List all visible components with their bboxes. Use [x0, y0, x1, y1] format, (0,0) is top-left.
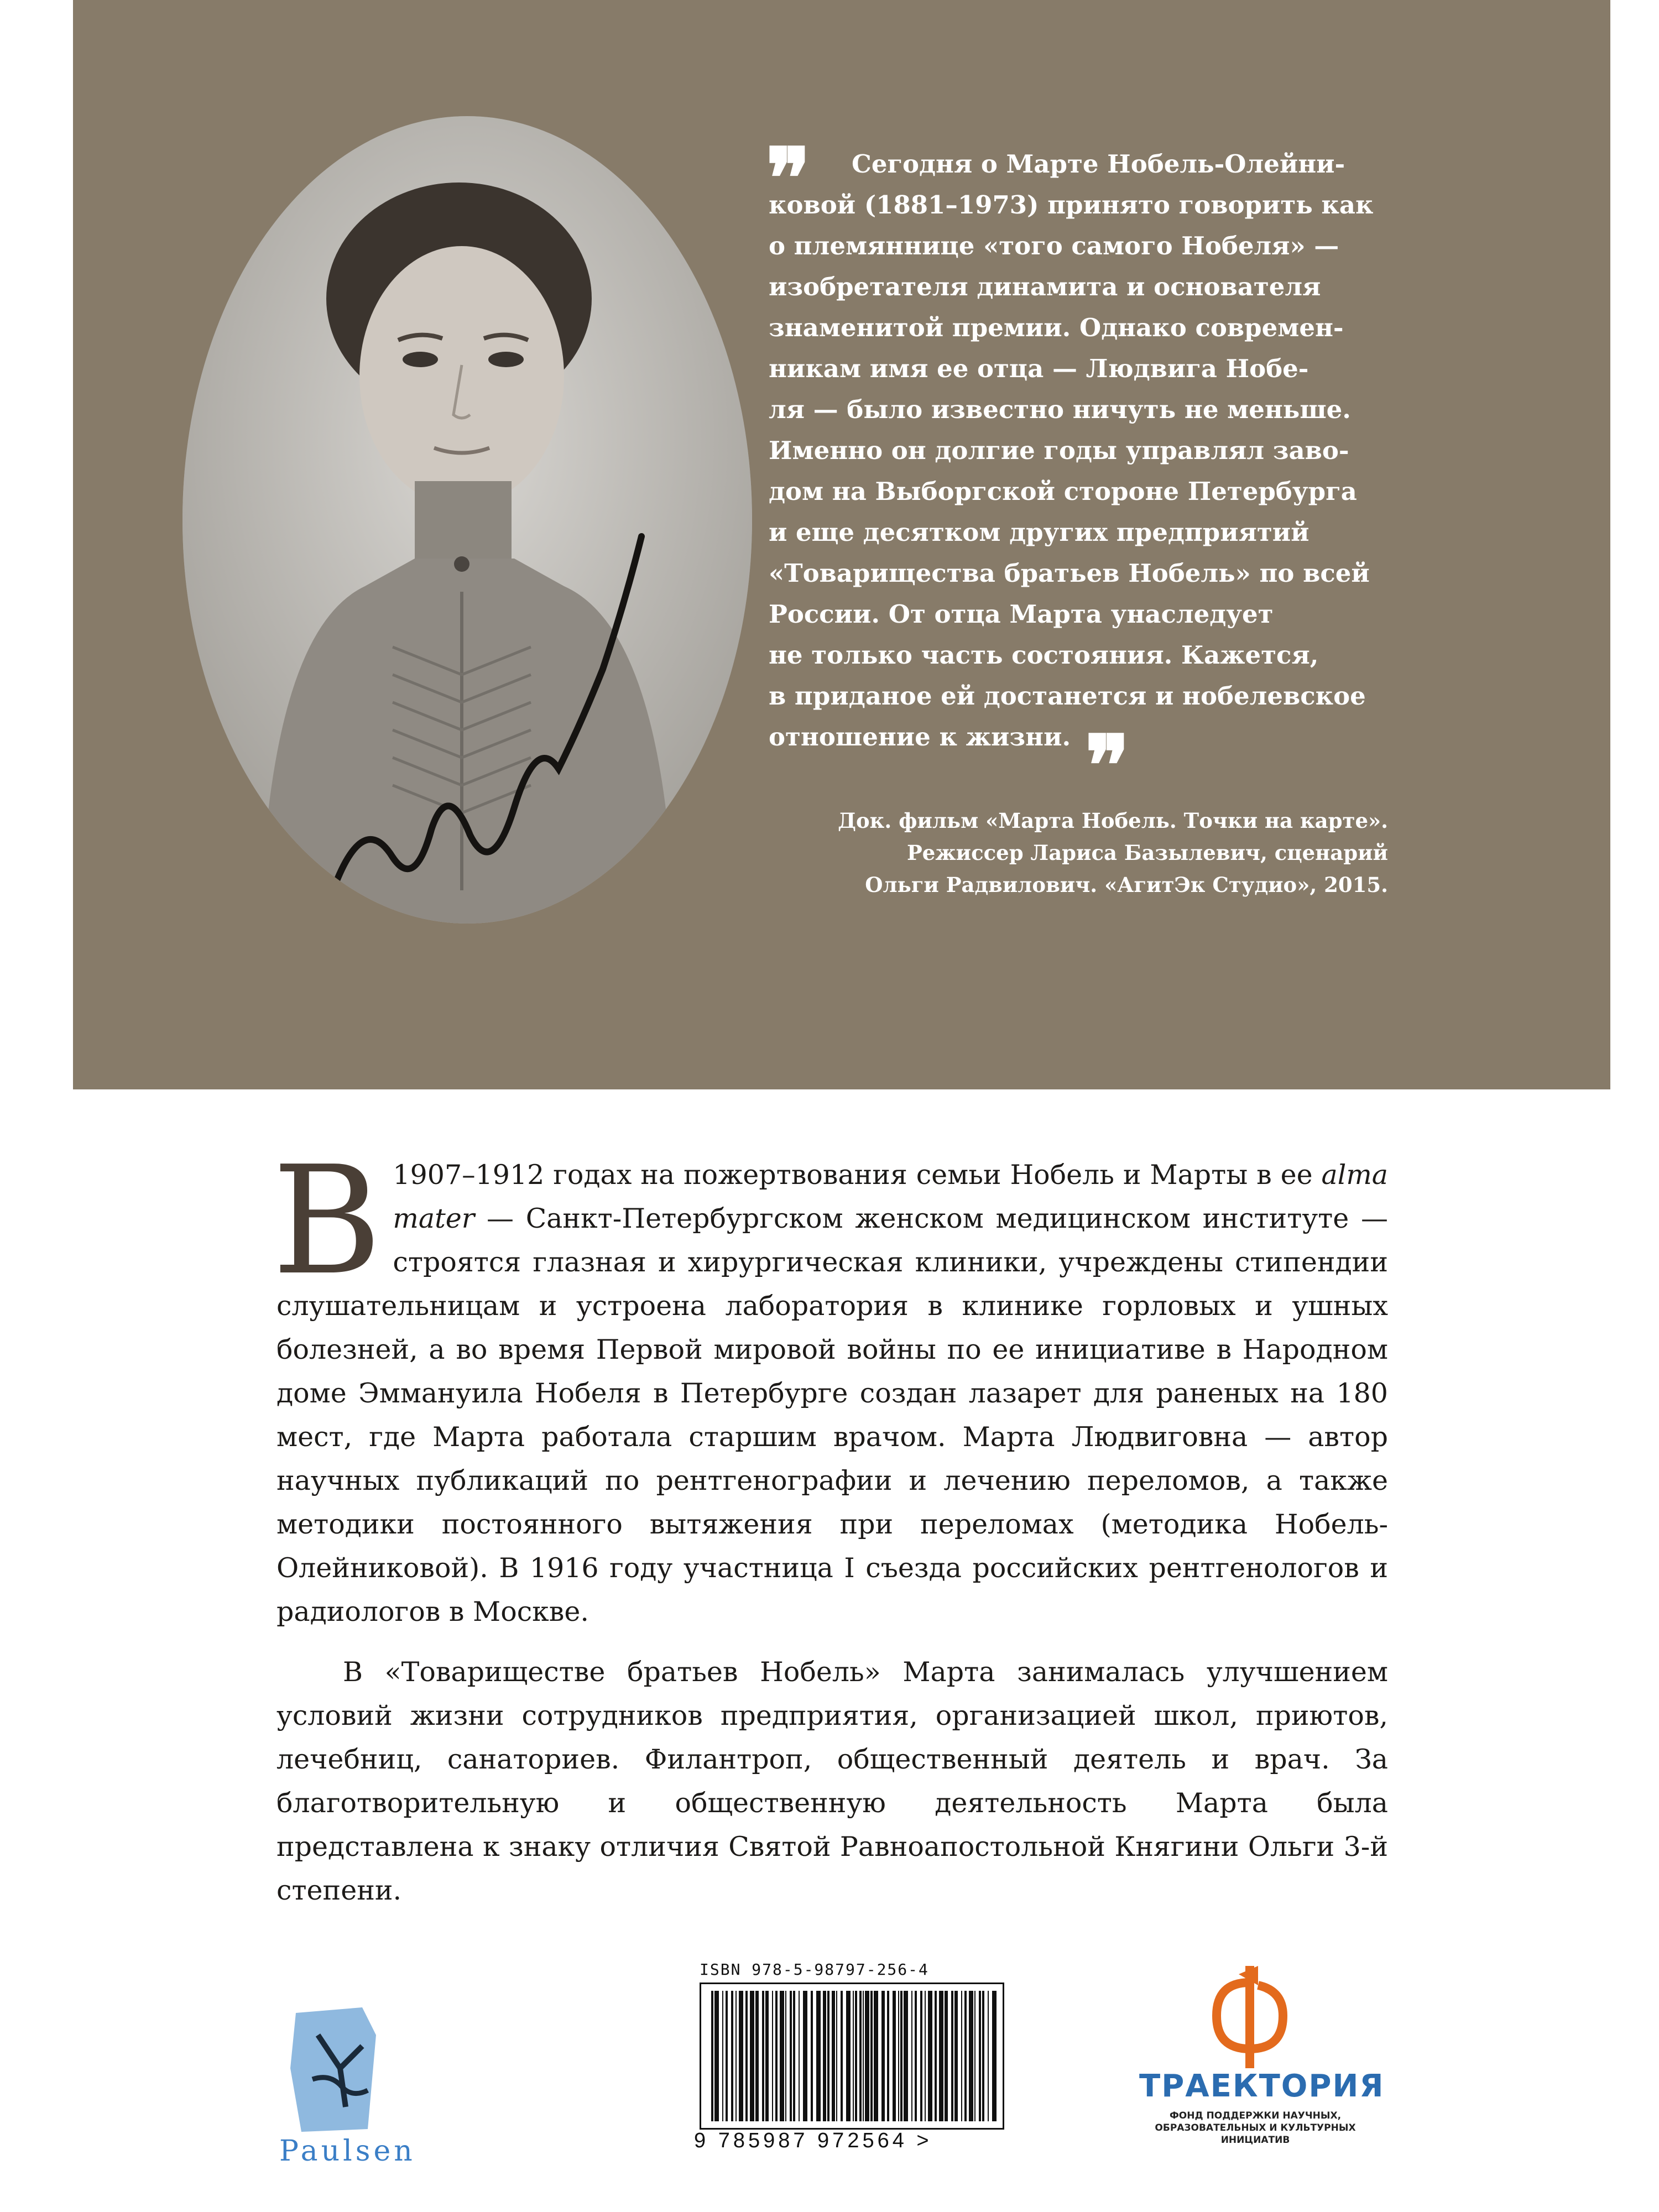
quote-line: и еще десятком других предприятий — [769, 518, 1310, 547]
barcode-bar — [823, 1991, 826, 2121]
barcode-bar — [799, 1991, 800, 2121]
barcode-bar — [785, 1991, 786, 2121]
paulsen-logo-icon — [279, 2002, 390, 2135]
quote-line: никам имя ее отца — Людвига Нобе- — [769, 354, 1309, 383]
barcode-bar — [979, 1991, 981, 2121]
drop-cap: В — [272, 1134, 382, 1308]
portrait-photo — [182, 116, 752, 924]
barcode-bar — [853, 1991, 854, 2121]
barcode-bar — [887, 1991, 889, 2121]
barcode-bar — [961, 1991, 962, 2121]
barcode-bar — [731, 1991, 733, 2121]
trajectory-logo-icon — [1206, 1960, 1294, 2071]
barcode-bar — [846, 1991, 851, 2121]
barcode-bar — [735, 1991, 737, 2121]
quote-line: «Товарищества братьев Нобель» по всей — [769, 559, 1370, 588]
barcode-bar — [762, 1991, 764, 2121]
barcode-bar — [992, 1991, 997, 2121]
barcode-bar — [904, 1991, 908, 2121]
paragraph-2: В «Товариществе братьев Нобель» Марта занималась улучшением условий жизни сотрудников предприятия, организацией школ, приютов, лечебниц, санаториев. Филантроп, общественный деятель и врач. За благотворительную и общественную деятельность Марта была представлена к знаку отличия Святой Равноапостольной Княгини Ольги 3-й степени. — [276, 1656, 1388, 1906]
barcode-bar — [793, 1991, 795, 2121]
quote-line: дом на Выборгской стороне Петербурга — [769, 477, 1357, 506]
trajectory-subtitle: ФОНД ПОДДЕРЖКИ НАУЧНЫХ, ОБРАЗОВАТЕЛЬНЫХ И КУЛЬТУРНЫХ ИНИЦИАТИВ — [1155, 2110, 1356, 2146]
barcode-bar — [739, 1991, 743, 2121]
quote-text — [769, 144, 1388, 758]
barcode-bar — [755, 1991, 759, 2121]
barcode-bar — [939, 1991, 943, 2121]
barcode-bar — [951, 1991, 953, 2121]
barcode-digits: 9 785987 972564 > — [694, 2129, 932, 2152]
portrait-illustration — [182, 116, 752, 924]
isbn-label: ISBN 978-5-98797-256-4 — [700, 1960, 929, 1979]
barcode-bar — [775, 1991, 778, 2121]
barcode-bar — [836, 1991, 837, 2121]
quote-line: не только часть состояния. Кажется, — [769, 640, 1319, 670]
barcode-bar — [722, 1991, 723, 2121]
barcode-bar — [893, 1991, 896, 2121]
barcode-bar — [790, 1991, 792, 2121]
barcode-bar — [920, 1991, 922, 2121]
barcode-bar — [898, 1991, 899, 2121]
barcode-bar — [780, 1991, 784, 2121]
trajectory-name: ТРАЕКТОРИЯ — [1139, 2068, 1385, 2104]
barcode-bar — [982, 1991, 984, 2121]
barcode-bar — [859, 1991, 862, 2121]
quote-line: Сегодня о Марте Нобель-Олейни- — [852, 149, 1345, 179]
quote-line: изобретателя динамита и основателя — [769, 272, 1321, 301]
barcode-bar — [915, 1991, 917, 2121]
page-margin — [0, 0, 73, 2212]
barcode-bar — [881, 1991, 885, 2121]
barcode-bar — [974, 1991, 975, 2121]
barcode-bar — [863, 1991, 864, 2121]
quote-line: отношение к жизни. — [769, 722, 1071, 752]
barcode-bar — [772, 1991, 773, 2121]
barcode-bar — [765, 1991, 769, 2121]
barcode-bar — [911, 1991, 912, 2121]
barcode-bar — [816, 1991, 821, 2121]
paragraph-1: В 1907–1912 годах на пожертвования семьи Нобель и Марты в ее alma mater — Санкт-Петербургском женском медицинском институте — строятся глазная и хирургическая клиники, учреждены стипендии слушательницам и устроена лаборатория в клинике горловых и ушных болезней, а во время Первой мировой войны по ее инициативе в Народном доме Эммануила Нобеля в Петербурге создан лазарет для раненых на 180 мест, где Марта работала старшим врачом. Марта Людвиговна — автор научных публикаций по рентгенографии и лечению переломов, а также методики постоянного вытяжения при переломах (методика Нобель-Олейниковой). В 1916 году участница I съезда российских рентгенологов и радиологов в Москве. — [272, 1134, 1388, 1627]
quote-line: России. От отца Марта унаследует — [769, 599, 1274, 629]
paulsen-name: Paulsen — [279, 2135, 416, 2168]
barcode-bar — [745, 1991, 748, 2121]
barcode-bar — [988, 1991, 989, 2121]
biography-text — [272, 1134, 1388, 1912]
barcode-bar — [925, 1991, 926, 2121]
barcode-bar — [865, 1991, 869, 2121]
quote-source — [735, 805, 1388, 901]
barcode-bar — [832, 1991, 835, 2121]
close-quote-icon: ❞ — [1085, 717, 1130, 815]
quote-line: в приданое ей достанется и нобелевское — [769, 681, 1366, 711]
barcode-bar — [928, 1991, 932, 2121]
barcode-bar — [855, 1991, 857, 2121]
barcode-bar — [964, 1991, 967, 2121]
source-line: Ольги Радвилович. «АгитЭк Студио», 2015. — [865, 873, 1388, 897]
barcode-bar — [900, 1991, 902, 2121]
barcode-bar — [874, 1991, 878, 2121]
barcode-bar — [969, 1991, 973, 2121]
barcode-bar — [827, 1991, 830, 2121]
barcode-bars — [701, 1984, 1003, 2128]
barcode-bar — [945, 1991, 948, 2121]
barcode-bar — [935, 1991, 937, 2121]
barcode-bar — [711, 1991, 713, 2121]
barcode-bar — [870, 1991, 873, 2121]
source-line: Режиссер Лариса Базылевич, сценарий — [906, 841, 1388, 865]
barcode-bar — [714, 1991, 719, 2121]
barcode — [700, 1983, 1004, 2130]
barcode-bar — [954, 1991, 958, 2121]
quote-line: ля — было известно ничуть не меньше. — [769, 395, 1351, 424]
quote-line: Именно он долгие годы управлял заво- — [769, 436, 1349, 465]
quote-line: о племяннице «того самого Нобеля» — — [769, 231, 1339, 260]
quote-line: ковой (1881–1973) принято говорить как — [769, 190, 1374, 220]
barcode-bar — [811, 1991, 813, 2121]
barcode-bar — [841, 1991, 843, 2121]
barcode-bar — [726, 1991, 728, 2121]
source-line: Док. фильм «Марта Нобель. Точки на карте». — [838, 808, 1388, 833]
quote-line: знаменитой премии. Однако современ- — [769, 313, 1344, 342]
open-quote-icon: ❞ — [766, 130, 811, 227]
barcode-bar — [803, 1991, 807, 2121]
barcode-bar — [750, 1991, 754, 2121]
